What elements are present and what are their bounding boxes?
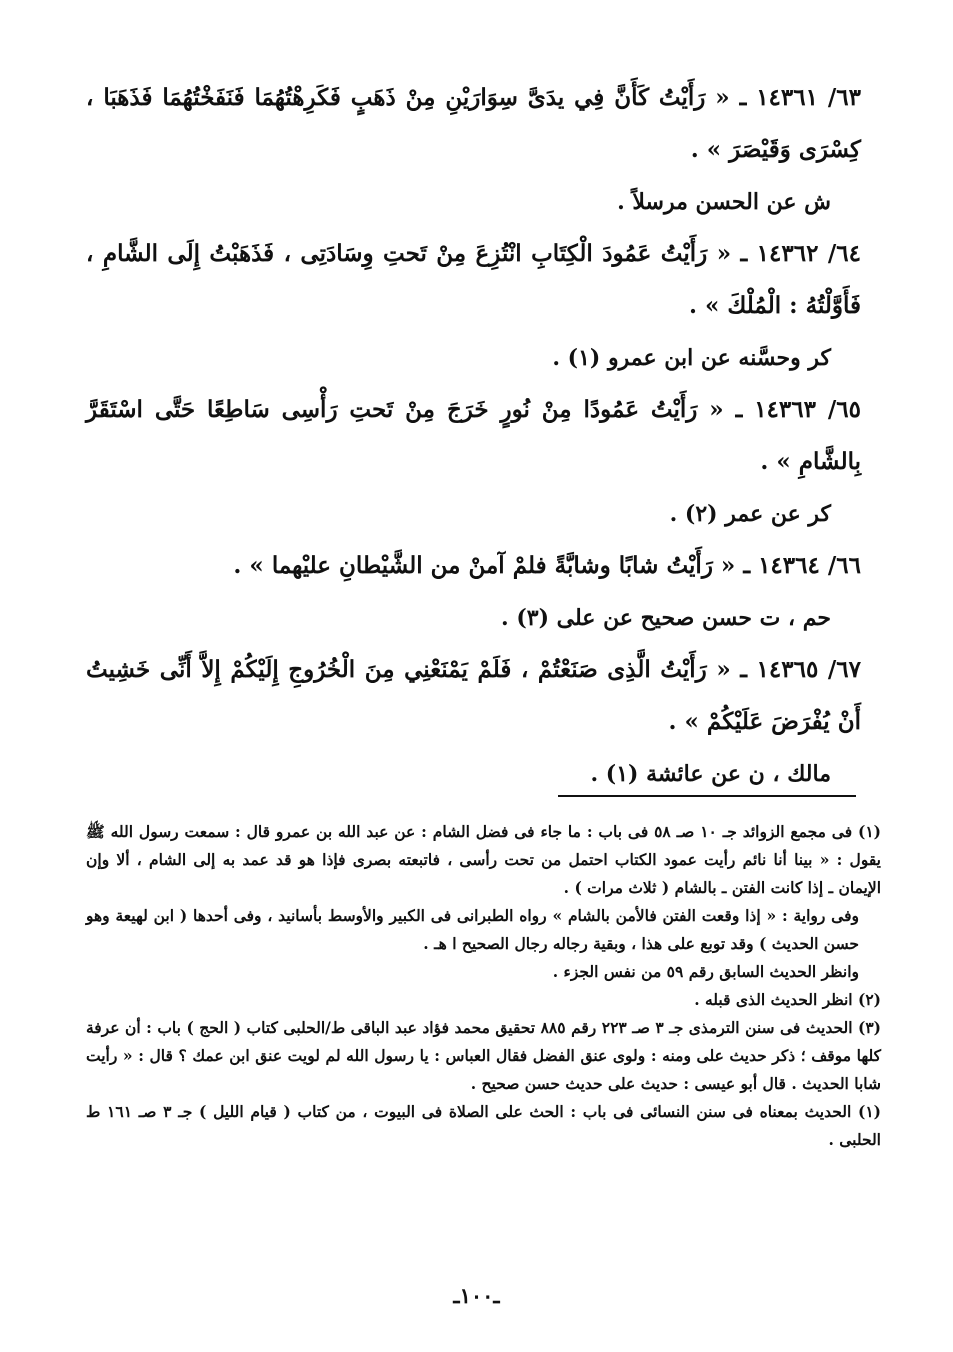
source-64: كر وحسَّنه عن ابن عمرو (١) . [552, 345, 831, 371]
footnote-3: (٣) الحديث فى سنن الترمذى جـ ٣ صـ ٢٢٣ رقم ٨٨٥ تحقيق محمد فؤاد عبد الباقى ط/الحلبى كتاب ( الحج ) باب : أن عرفة كلها موقف ؛ ذكر حديث على ومنه : ولوى عنق الفضل فقال العباس : يا رسول الله لم لويت عنق ابن عمك ؟ قال : « رأيت شابا الحديث . قال أبو عيسى : حديث على حديث حسن صحيح . [86, 1018, 881, 1093]
page-number: ـ١٠٠ـ [453, 1283, 500, 1308]
main-text [86, 72, 861, 800]
footnotes [86, 818, 881, 1154]
source-65: كر عن عمر (٢) . [669, 501, 831, 527]
footnote-2: (٢) انظر الحديث الذى قبله . [694, 990, 881, 1009]
hadith-63: ٦٣/ ١٤٣٦١ ـ « رَأَيْتُ كَأَنَّ فِي يدَىَّ سِوَارَيْنِ مِنْ ذَهَبٍ فَكَرِهْتُهُمَا فَنَفَخْتُهُمَا فَذَهَبَا ، كِسْرَى وَقَيْصَرَ » . [86, 84, 861, 163]
hadith-64: ٦٤/ ١٤٣٦٢ ـ « رَأَيْتُ عَمُودَ الْكِتَابِ انْتُزِعَ مِنْ تَحتِ وِسَادَتِى ، فَذَهَبْتُ إِلَى الشَّامِ ، فَأَوَّلْتُهُ : الْمُلْكَ » . [86, 240, 861, 319]
source-66: حم ، ت حسن صحيح عن على (٣) . [501, 605, 831, 631]
source-63: ش عن الحسن مرسلاً . [617, 189, 831, 215]
footnote-1: (١) فى مجمع الزوائد جـ ١٠ صـ ٥٨ فى باب : ما جاء فى فضل الشام : عن عبد الله بن عمرو قال : سمعت رسول الله ﷺ يقول : « بينا أنا نائم رأيت عمود الكتاب احتمل من تحت رأسى ، فاتبعته بصرى فإذا هو قد عمد به إلى الشام ، ألا وإن الإيمان ـ إذا كانت الفتن ـ بالشام ( ثلاث مرات ) . [86, 822, 881, 897]
hadith-65: ٦٥/ ١٤٣٦٣ ـ « رَأَيْتُ عَمُودًا مِنْ نُورٍ خَرَجَ مِنْ تَحتِ رَأْسِى سَاطِعًا حَتَّى اسْتَقَرَّ بِالشَّامِ » . [86, 396, 861, 475]
source-67: مالك ، ن عن عائشة (١) . [590, 761, 831, 787]
footnote-1b: (١) الحديث بمعناه فى سنن النسائى فى باب : الحث على الصلاة فى البيوت ، من كتاب ( قيام الليل ) جـ ٣ صـ ١٦١ ط الحلبى . [86, 1102, 881, 1149]
hadith-67: ٦٧/ ١٤٣٦٥ ـ « رَأَيْتُ الَّذِى صَنَعْتُمْ ، فَلَمْ يَمْنَعْنِي مِنَ الْخُرُوجِ إِلَيْكُمْ إِلاَّ أَنِّى خَشِيتُ أَنْ يُفْرَضَ عَلَيْكُمْ » . [86, 656, 861, 735]
hadith-66: ٦٦/ ١٤٣٦٤ ـ « رَأَيْتُ شابًا وشابَّةً فلمْ آمنْ من الشَّيْطانِ عليْهما » . [233, 552, 861, 579]
footnote-1-see-also: وانظر الحديث السابق رقم ٥٩ من نفس الجزء . [552, 962, 859, 981]
footnote-divider [558, 795, 856, 797]
footnote-1-continuation: وفى رواية : « إذا وقعت الفتن فالأمن بالشام » رواه الطبرانى فى الكبير والأوسط بأسانيد ، وفى أحدها ( ابن لهيعة وهو حسن الحديث ) وقد توبع على هذا ، وبقية رجاله رجال الصحيح ا هـ . [86, 906, 859, 953]
